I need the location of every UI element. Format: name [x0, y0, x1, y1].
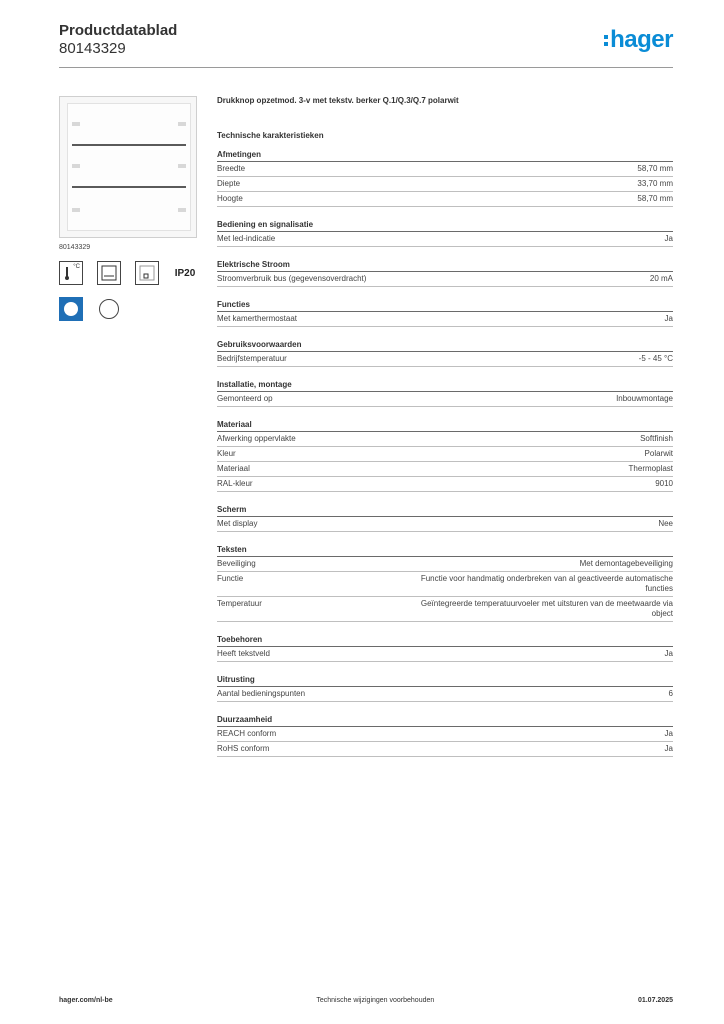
spec-key: RoHS conform [217, 744, 270, 753]
spec-column [217, 96, 673, 768]
spec-section [217, 258, 673, 287]
spec-key: Met kamerthermostaat [217, 314, 298, 323]
section-title: Gebruiksvoorwaarden [217, 338, 673, 352]
spec-value: Inbouwmontage [616, 394, 673, 403]
spec-key: Functie [217, 574, 244, 583]
flush-box-icon [135, 261, 159, 285]
spec-heading: Technische karakteristieken [217, 131, 324, 140]
spec-key: Diepte [217, 179, 241, 188]
spec-row [217, 477, 673, 492]
spec-key: Stroomverbruik bus (gegevensoverdracht) [217, 274, 367, 283]
spec-key: Breedte [217, 164, 246, 173]
spec-section [217, 378, 673, 407]
spec-key: Bedrijfstemperatuur [217, 354, 287, 363]
spec-section [217, 633, 673, 662]
spec-value: 33,70 mm [637, 179, 673, 188]
section-title: Toebehoren [217, 633, 673, 647]
spec-key: Temperatuur [217, 599, 262, 608]
spec-row [217, 432, 673, 447]
section-title: Elektrische Stroom [217, 258, 673, 272]
spec-row [217, 557, 673, 572]
spec-key: Beveiliging [217, 559, 256, 568]
spec-value: Geïntegreerde temperatuurvoeler met uitsturen van de meetwaarde via object [420, 599, 673, 618]
page-footer [59, 997, 673, 1004]
spec-row [217, 392, 673, 407]
spec-section [217, 503, 673, 532]
spec-row [217, 177, 673, 192]
section-title: Materiaal [217, 418, 673, 432]
spec-row [217, 352, 673, 367]
spec-row [217, 517, 673, 532]
spec-value: Ja [664, 744, 673, 753]
spec-value: Ja [664, 234, 673, 243]
spec-row [217, 312, 673, 327]
spec-row [217, 232, 673, 247]
spec-section [217, 673, 673, 702]
ecolabel-icon [59, 297, 83, 321]
spec-key: Met display [217, 519, 258, 528]
spec-value: Met demontagebeveiliging [579, 559, 673, 568]
logo-dots-icon [604, 35, 608, 46]
spec-section [217, 338, 673, 367]
spec-section [217, 543, 673, 622]
spec-value: Ja [664, 649, 673, 658]
spec-row [217, 447, 673, 462]
page-header [59, 22, 673, 68]
spec-row [217, 192, 673, 207]
icon-grid [59, 261, 199, 321]
spec-value: Nee [658, 519, 673, 528]
spec-value: Softfinish [640, 434, 673, 443]
document-title: Productdatablad [59, 22, 178, 39]
spec-key: Heeft tekstveld [217, 649, 270, 658]
spec-value: 58,70 mm [637, 194, 673, 203]
section-title: Duurzaamheid [217, 713, 673, 727]
spec-key: Aantal bedieningspunten [217, 689, 306, 698]
spec-value: 9010 [655, 479, 673, 488]
spec-row [217, 727, 673, 742]
spec-row [217, 572, 673, 597]
knx-icon [97, 297, 121, 321]
wall-mount-icon [97, 261, 121, 285]
footer-site: hager.com/nl-be [59, 997, 113, 1004]
spec-key: Materiaal [217, 464, 250, 473]
spec-key: Met led-indicatie [217, 234, 276, 243]
ip-rating-icon: IP20 [173, 261, 197, 285]
spec-key: Hoogte [217, 194, 243, 203]
section-title: Functies [217, 298, 673, 312]
spec-value: -5 - 45 °C [638, 354, 673, 363]
spec-row [217, 272, 673, 287]
spec-row [217, 162, 673, 177]
temperature-icon: °C [59, 261, 83, 285]
spec-key: RAL-kleur [217, 479, 253, 488]
document-number: 80143329 [59, 40, 126, 57]
spec-key: REACH conform [217, 729, 277, 738]
section-title: Scherm [217, 503, 673, 517]
spec-section [217, 218, 673, 247]
spec-value: 6 [668, 689, 673, 698]
section-title: Installatie, montage [217, 378, 673, 392]
spec-key: Afwerking oppervlakte [217, 434, 296, 443]
spec-key: Kleur [217, 449, 236, 458]
section-title: Teksten [217, 543, 673, 557]
section-title: Uitrusting [217, 673, 673, 687]
left-column [59, 96, 199, 321]
logo-text: hager [610, 26, 673, 53]
spec-value: 58,70 mm [637, 164, 673, 173]
product-image [59, 96, 197, 238]
switch-face [67, 103, 191, 231]
spec-value: 20 mA [649, 274, 673, 283]
section-title: Bediening en signalisatie [217, 218, 673, 232]
hager-logo [604, 26, 673, 54]
spec-value: Ja [664, 314, 673, 323]
spec-sections [217, 148, 673, 757]
spec-value: Polarwit [644, 449, 673, 458]
spec-row [217, 742, 673, 757]
spec-value: Ja [664, 729, 673, 738]
spec-value: Thermoplast [628, 464, 673, 473]
image-caption: 80143329 [59, 244, 91, 251]
spec-section [217, 298, 673, 327]
spec-section [217, 418, 673, 492]
spec-value: Functie voor handmatig onderbreken van al geactiveerde automatische functies [420, 574, 673, 593]
spec-row [217, 462, 673, 477]
section-title: Afmetingen [217, 148, 673, 162]
spec-section [217, 713, 673, 757]
spec-row [217, 597, 673, 622]
spec-key: Gemonteerd op [217, 394, 273, 403]
spec-row [217, 647, 673, 662]
footer-note: Technische wijzigingen voorbehouden [316, 997, 435, 1004]
spec-row [217, 687, 673, 702]
spec-section [217, 148, 673, 207]
product-name: Drukknop opzetmod. 3-v met tekstv. berker Q.1/Q.3/Q.7 polarwit [217, 96, 459, 105]
footer-date: 01.07.2025 [637, 997, 673, 1004]
